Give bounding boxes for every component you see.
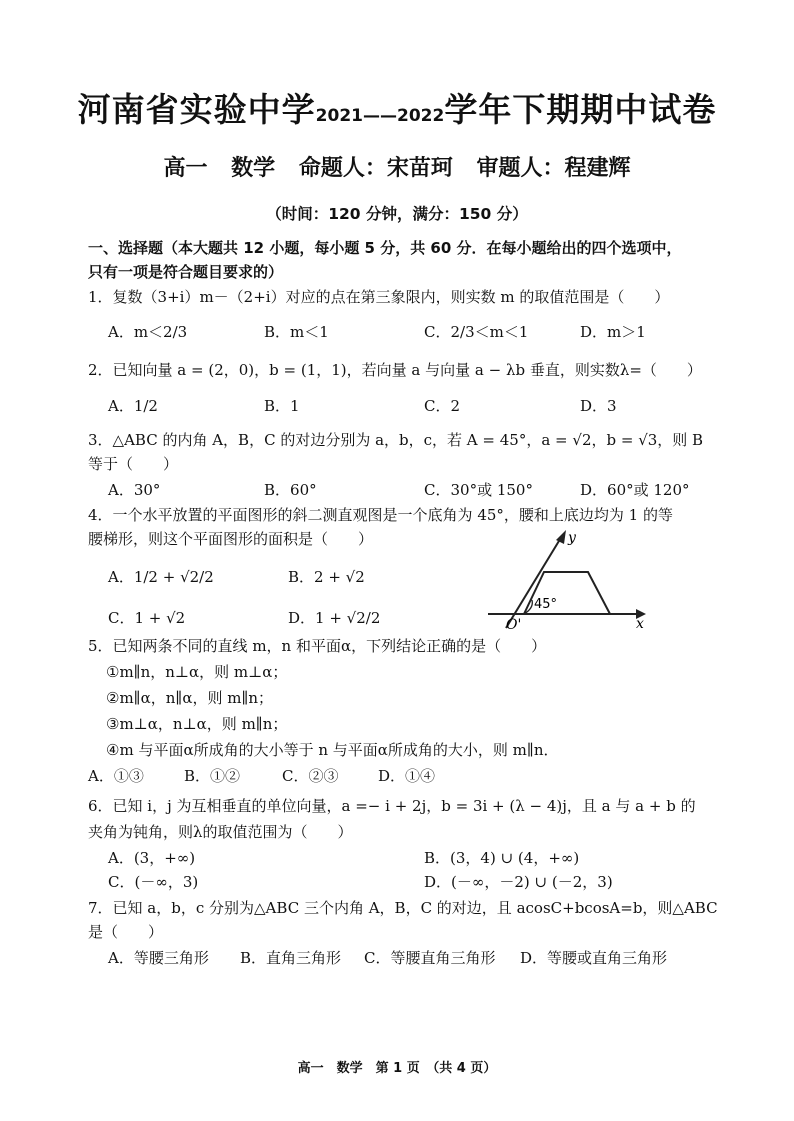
q4-stem-line2: 腰梯形，则这个平面图形的面积是（ ）: [88, 530, 374, 548]
q5-statement-3: ③m⊥α，n⊥α，则 m∥n；: [106, 715, 288, 733]
q2-option-d: D．3: [580, 397, 617, 415]
q4-stem-line1: 4．一个水平放置的平面图形的斜二测直观图是一个底角为 45°，腰和上底边均为 1 的等: [88, 506, 673, 524]
y-axis-label: y: [568, 530, 576, 546]
title-suffix: 学年下期期中试卷: [444, 90, 717, 129]
q3-option-d: D．60°或 120°: [580, 481, 690, 499]
q6-option-a: A．(3，+∞): [108, 849, 196, 867]
q5-option-b: B．①②: [184, 767, 241, 785]
q1-option-a: A．m＜2/3: [108, 323, 188, 341]
q7-option-b: B．直角三角形: [240, 949, 342, 967]
subtitle-author: 命题人：宋苗珂: [298, 155, 453, 181]
q7-option-a: A．等腰三角形: [108, 949, 209, 967]
exam-subtitle: [0, 151, 794, 182]
q5-statement-4: ④m 与平面α所成角的大小等于 n 与平面α所成角的大小，则 m∥n．: [106, 741, 559, 759]
q4-trapezoid-figure: [484, 528, 654, 632]
q4-option-c: C．1 + √2: [108, 609, 186, 627]
q3-stem-line2: 等于（ ）: [88, 455, 179, 473]
q3-stem-line1: 3．△ABC 的内角 A，B，C 的对边分别为 a，b，c，若 A = 45°，a = √2，b = √3，则 B: [88, 431, 704, 449]
q2-option-a: A．1/2: [108, 397, 158, 415]
q1-option-c: C．2/3＜m＜1: [424, 323, 529, 341]
q5-statement-2: ②m∥α，n∥α，则 m∥n；: [106, 689, 274, 707]
q7-option-d: D．等腰或直角三角形: [520, 949, 668, 967]
subtitle-reviewer: 审题人：程建辉: [476, 155, 631, 181]
q3-option-c: C．30°或 150°: [424, 481, 533, 499]
q3-option-b: B．60°: [264, 481, 317, 499]
q2-option-b: B．1: [264, 397, 300, 415]
q6-option-b: B．(3，4) ∪ (4，+∞): [424, 849, 580, 867]
title-year: 2021——2022: [315, 106, 445, 126]
page-footer: 高一 数学 第 1 页 （共 4 页）: [297, 1061, 497, 1076]
exam-title: [0, 84, 794, 131]
q1-option-d: D．m＞1: [580, 323, 646, 341]
q4-option-b: B．2 + √2: [288, 568, 365, 586]
q5-option-a: A．①③: [88, 767, 144, 785]
q3-option-a: A．30°: [108, 481, 161, 499]
q7-option-c: C．等腰直角三角形: [364, 949, 496, 967]
q7-stem-line2: 是（ ）: [88, 923, 164, 941]
time-note: （时间：120 分钟，满分：150 分）: [266, 205, 528, 223]
q6-stem-line1: 6．已知 i，j 为互相垂直的单位向量，a =− i + 2j，b = 3i + (λ − 4)j，且 a 与 a + b 的: [88, 797, 696, 815]
x-axis-label: x: [636, 616, 644, 632]
q7-stem-line1: 7．已知 a，b，c 分别为△ABC 三个内角 A，B，C 的对边，且 acosC+bcosA=b，则△ABC: [88, 899, 718, 917]
subtitle-subject: 数学: [231, 155, 276, 181]
section-heading-line1: 一、选择题（本大题共 12 小题，每小题 5 分，共 60 分．在每小题给出的四个选项中，: [88, 239, 682, 257]
q5-option-c: C．②③: [282, 767, 339, 785]
origin-label: O': [506, 617, 522, 632]
q2-stem: 2．已知向量 a = (2，0)，b = (1，1)，若向量 a 与向量 a − λb 垂直，则实数λ=（ ）: [88, 361, 702, 379]
subtitle-grade: 高一: [163, 155, 208, 181]
q1-stem: 1．复数（3+i）m－（2+i）对应的点在第三象限内，则实数 m 的取值范围是（ ）: [88, 288, 670, 306]
q1-option-b: B．m＜1: [264, 323, 329, 341]
q4-option-a: A．1/2 + √2/2: [108, 568, 214, 586]
title-prefix: 河南省实验中学: [77, 90, 316, 129]
q5-stem: 5．已知两条不同的直线 m，n 和平面α，下列结论正确的是（ ）: [88, 637, 547, 655]
q2-option-c: C．2: [424, 397, 461, 415]
angle-label: 45°: [534, 597, 558, 612]
q5-option-d: D．①④: [378, 767, 436, 785]
q6-option-d: D．(－∞，－2) ∪ (－2，3): [424, 873, 613, 891]
q6-stem-line2: 夹角为钝角，则λ的取值范围为（ ）: [88, 823, 353, 841]
q5-statement-1: ①m∥n，n⊥α，则 m⊥α；: [106, 663, 288, 681]
q6-option-c: C．(－∞，3): [108, 873, 199, 891]
section-heading-line2: 只有一项是符合题目要求的）: [88, 263, 284, 281]
q4-option-d: D．1 + √2/2: [288, 609, 381, 627]
